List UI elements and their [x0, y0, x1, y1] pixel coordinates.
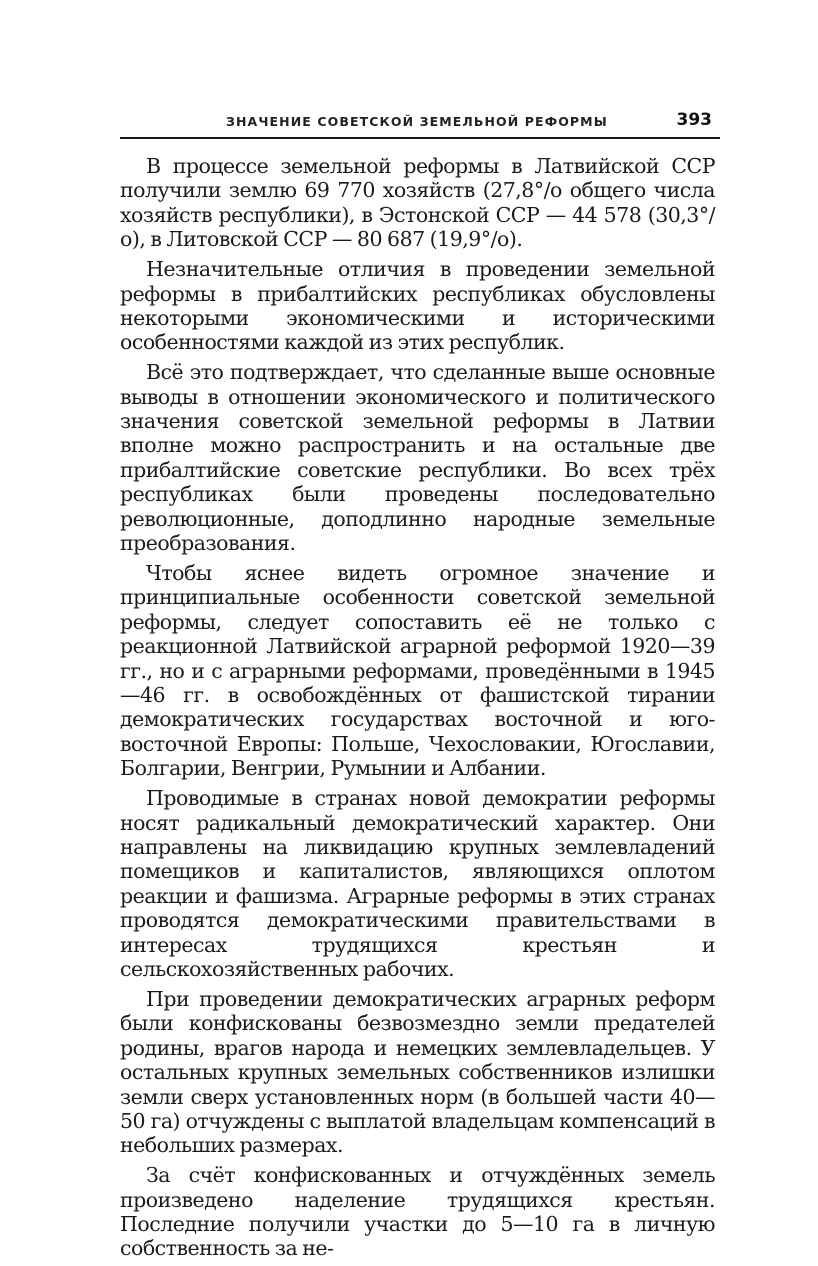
- running-title: ЗНАЧЕНИЕ СОВЕТСКОЙ ЗЕМЕЛЬНОЙ РЕФОРМЫ: [226, 114, 608, 129]
- paragraph-latvia-estonia-lithuania-stats: В процессе земельной реформы в Латвийской ССР получили землю 69 770 хозяйств (27,8°/о общего числа хозяйств республики), в Эстонской ССР — 44 578 (30,3°/о), в Литовской ССР — 80 687 (19,9°/о).: [120, 154, 715, 252]
- paragraph-confiscation: При проведении демократических аграрных реформ были конфискованы безвозмездно земли предателей родины, врагов народа и немецких землевладельцев. У остальных крупных земельных собственников излишки земли сверх установленных норм (в большей части 40—50 га) отчуждены с выплатой владельцам компенсаций в небольших размерах.: [120, 986, 715, 1158]
- page-number: 393: [676, 110, 712, 130]
- body-text: [120, 154, 715, 1266]
- paragraph-differences: Незначительные отличия в проведении земельной реформы в прибалтийских республиках обусловлены некоторыми экономическими и историческими особенностями каждой из этих республик.: [120, 257, 715, 355]
- paragraph-conclusions: Всё это подтверждает, что сделанные выше основные выводы в отношении экономического и политического значения советской земельной реформы в Латвии вполне можно распространить и на остальные две прибалтийские советские республики. Во всех трёх республиках были проведены последовательно революционные, доподлинно народные земельные преобразования.: [120, 360, 715, 556]
- paragraph-comparison: Чтобы яснее видеть огромное значение и принципиальные особенности советской земельной реформы, следует сопоставить её не только с реакционной Латвийской аграрной реформой 1920—39 гг., но и с аграрными реформами, проведёнными в 1945—46 гг. в освобождённых от фашистской тирании демократических государствах восточной и юго-восточной Европы: Польше, Чехословакии, Югославии, Болгарии, Венгрии, Румынии и Албании.: [120, 561, 715, 781]
- paragraph-new-democracies: Проводимые в странах новой демократии реформы носят радикальный демократический характер. Они направлены на ликвидацию крупных землевладений помещиков и капиталистов, являющихся оплотом реакции и фашизма. Аграрные реформы в этих странах проводятся демократическими правительствами в интересах трудящихся крестьян и сельскохозяйственных рабочих.: [120, 786, 715, 981]
- header-rule: [120, 137, 720, 139]
- paragraph-allotment: За счёт конфискованных и отчуждённых земель произведено наделение трудящихся крестьян. Последние получили участки до 5—10 га в личную собственность за не-: [120, 1163, 715, 1261]
- running-head: [120, 108, 720, 138]
